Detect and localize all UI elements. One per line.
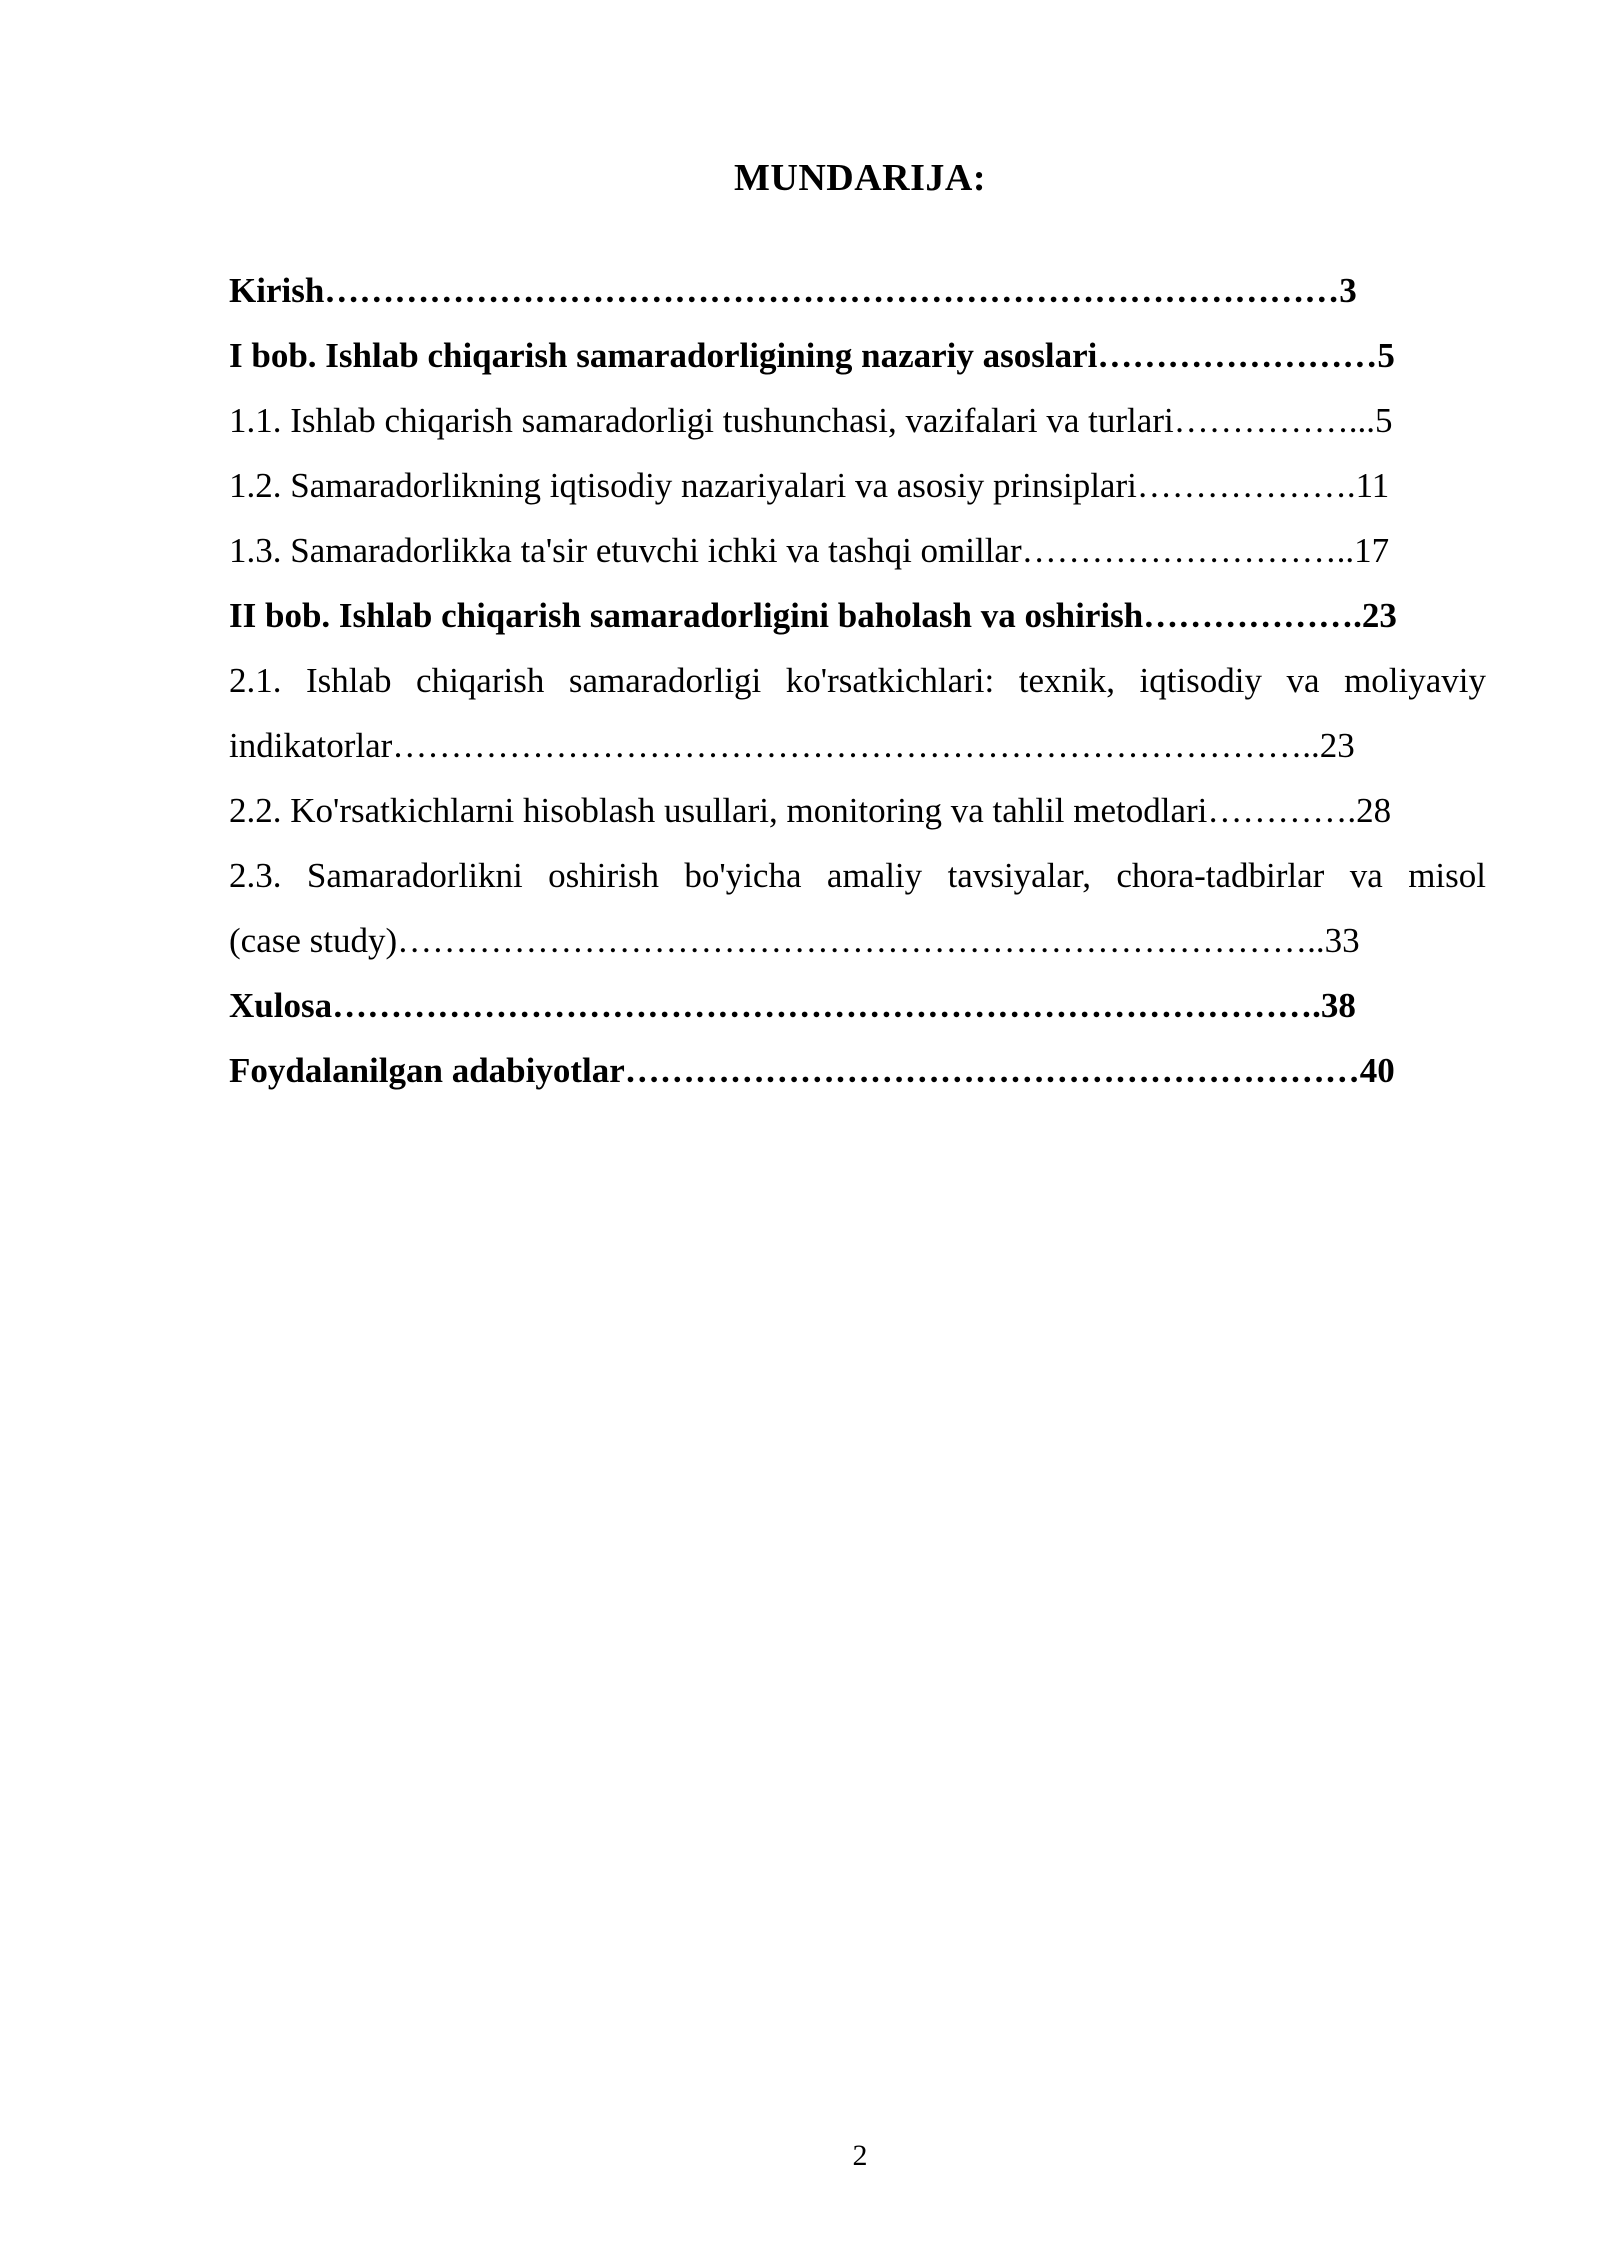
toc-entry-section-2-1-line-2: indikatorlar……………………………………………………………………..23 xyxy=(229,726,1355,765)
toc-entry-section-2-3-line-2: (case study)……………………………………………………………………..33 xyxy=(229,921,1360,960)
table-of-contents xyxy=(229,258,1486,1103)
toc-entry-section-1-2: 1.2. Samaradorlikning iqtisodiy nazariyalari va asosiy prinsiplari……………….11 xyxy=(229,466,1390,505)
toc-entry-section-1-1: 1.1. Ishlab chiqarish samaradorligi tushunchasi, vazifalari va turlari……………...5 xyxy=(229,401,1393,440)
toc-entry-references: Foydalanilgan adabiyotlar………………………………………………………40 xyxy=(229,1051,1395,1090)
toc-entry-section-2-2: 2.2. Ko'rsatkichlarni hisoblash usullari, monitoring va tahlil metodlari………….28 xyxy=(229,791,1392,830)
toc-entry-chapter-2: II bob. Ishlab chiqarish samaradorligini baholash va oshirish……………….23 xyxy=(229,596,1397,635)
toc-entry-xulosa: Xulosa………………………………………………………………………….38 xyxy=(229,986,1356,1025)
toc-entry-kirish: Kirish……………………………………………………………………………3 xyxy=(229,271,1357,310)
toc-entry-section-1-3: 1.3. Samaradorlikka ta'sir etuvchi ichki va tashqi omillar………………………..17 xyxy=(229,531,1390,570)
page-number: 2 xyxy=(852,2139,868,2172)
toc-entry-section-2-1-line-1: 2.1. Ishlab chiqarish samaradorligi ko'rsatkichlari: texnik, iqtisodiy va moliyaviy xyxy=(229,661,1486,700)
toc-entry-chapter-1: I bob. Ishlab chiqarish samaradorligining nazariy asoslari……………………5 xyxy=(229,336,1395,375)
toc-title: MUNDARIJA: xyxy=(734,157,986,199)
toc-entry-section-2-3-line-1: 2.3. Samaradorlikni oshirish bo'yicha amaliy tavsiyalar, chora-tadbirlar va misol xyxy=(229,856,1486,895)
